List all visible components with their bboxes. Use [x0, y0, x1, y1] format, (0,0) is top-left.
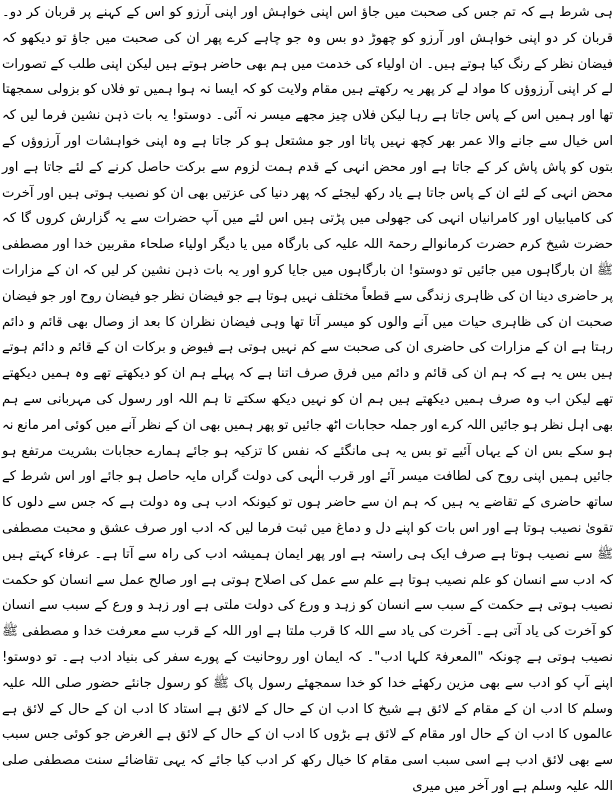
- urdu-body-paragraph: ہی شرط ہے کہ تم جس کی صحبت میں جاؤ اس اپنی خواہش اور اپنی آرزو کو اس کے کہنے پر قربان کر دو۔ قربان کر دو اپنی خواہش اور آرزو کو چھوڑ دو بس وہ جو چاہے کرے پھر ان کی صحبت میں جاؤ تو دیکھو کہ فیضان نظر کے رنگ کیا ہوتے ہیں۔ ان اولیاء کی خدمت میں ہم بھی حاضر ہوتے ہیں لیکن اپنی طلب کے تصورات لے کر اپنی آرزوؤں کا مواد لے کر پھر یہ رکھتے ہیں مقام ولایت کو کہ ایسا نہ ہوا ہمیں تو فلاں کو بزولی سمجھتا تھا اور ہمیں اس کے پاس جاتا ہے رہا لیکن فلاں چیز مجھے میسر نہ آئی۔ دوستو! یہ بات ذہن نشین فرما لیں کہ اس خیال سے جانے والا عمر بھر کچھ نہیں پاتا اور جو مشتعل ہو کر جاتا ہے وہ اپنی خواہشات اور آرزوؤں کے بتوں کو پاش پاش کر کے جاتا ہے اور محض انہی کے قدم ہمت لزوم سے برکت حاصل کرنے کے لئے جاتا ہے اور محض انہی کے لئے ان کے پاس جاتا ہے یاد رکھ لیجئے کہ پھر دنیا کی عزتیں بھی ان کو نصیب ہوتی ہیں اور آخرت کی کامیابیاں اور کامرانیاں انہی کی جھولی میں پڑتی ہیں اس لئے میں آپ حضرات سے یہ گزارش کروں گا کہ حضرت شیخ کرم حضرت کرمانوالے رحمۃ اللہ علیہ کی بارگاہ میں یا دیگر اولیاء صلحاء مقربین خدا اور مصطفی ﷺ ان بارگاہوں میں جائیں تو دوستو! ان بارگاہوں میں جایا کرو اور یہ بات ذہن نشین کر لیں کہ ان کے مزارات پر حاضری دینا ان کی ظاہری زندگی سے قطعاً مختلف نہیں ہوتا ہے جو فیضان نظر جو فیضان روح اور جو فیضان صحبت ان کی ظاہری حیات میں آنے والوں کو میسر آتا تھا وہی فیضان نظران کا بعد از وصال بھی قائم و دائم رہتا ہے ان کے مزارات کی حاضری ان کی صحبت سے کم نہیں ہوتی ہے فیوض و برکات ان کے قائم و دائم ہوتے ہیں بس یہ ہے کہ ہم ان کی قائم و دائم میں فرق صرف اتنا ہے کہ پہلے ہم ان کو دیکھتے تھے وہ ہمیں دیکھتے تھے لیکن اب وہ صرف ہمیں دیکھتے ہیں ہم ان کو نہیں دیکھ سکتے تا ہم اللہ اور رسول کی مہربانی سے ہم بھی اہل نظر ہو جائیں اللہ کرے اور جملہ حجابات اٹھ جائیں تو پھر ہمیں بھی ان کے نظر آنے میں کوئی امر مانع نہ ہو سکے بس ان کے یہاں آئیے تو بس یہ ہی مانگئے کہ نفس کا تزکیہ ہو جائے ہمارے حجابات بشریت مرتفع ہو جائیں ہمیں اپنی روح کی لطافت میسر آئے اور قرب الٰہی کی دولت گراں مایہ حاصل ہو جائے اور اس شرط کے ساتھ حاضری کے تقاضے یہ ہیں کہ ہم ان سے حاضر ہوں تو کیونکہ ادب ہی وہ دولت ہے کہ جس سے دلوں کا تقویٰ نصیب ہوتا ہے اور اس بات کو اپنے دل و دماغ میں ثبت فرما لیں کہ ادب اور صرف عشق و محبت مصطفی ﷺ سے نصیب ہوتا ہے صرف ایک ہی راستہ ہے اور پھر ایمان ہمیشہ ادب کی راہ سے آتا ہے۔ عرفاء کہتے ہیں کہ ادب سے انسان کو علم نصیب ہوتا ہے علم سے عمل کی اصلاح ہوتی ہے اور صالح عمل سے انسان کو حکمت نصیب ہوتی ہے حکمت کے سبب سے انسان کو زہد و ورع کی دولت ملتی ہے اور زہد و ورع کے سبب سے انسان کو آخرت کی یاد آتی ہے۔ آخرت کی یاد سے اللہ کا قرب ملتا ہے اور اللہ کے قرب سے معرفت خدا و مصطفی ﷺ نصیب ہوتی ہے چونکہ "المعرفۃ کلہا ادب"۔ کہ ایمان اور روحانیت کے پورے سفر کی بنیاد ادب ہے۔ تو دوستو! اپنے آپ کو ادب سے بھی مزین رکھئے خدا کو خدا سمجھئے رسول پاک ﷺ کو رسول جانئے حضور صلی اللہ علیہ وسلم کا ادب ان کے مقام کے لائق ہے شیخ کا ادب ان کے حال کے لائق ہے استاد کا ادب ان کے حال کے لائق ہے عالموں کا ادب ان کے حال اور مقام کے لائق ہے بڑوں کا ادب ان کے حال کے لائق ہے الغرض جو کوئی جس سبب سے بھی لائق ادب ہے اسی سبب اسی مقام کا خیال رکھ کر ادب کیا جائے کہ یہی تقاضائے سنت مصطفی صلی اللہ علیہ وسلم ہے اور آخر میں میری: [2, 5, 613, 794]
- document-page: [2, 0, 613, 794]
